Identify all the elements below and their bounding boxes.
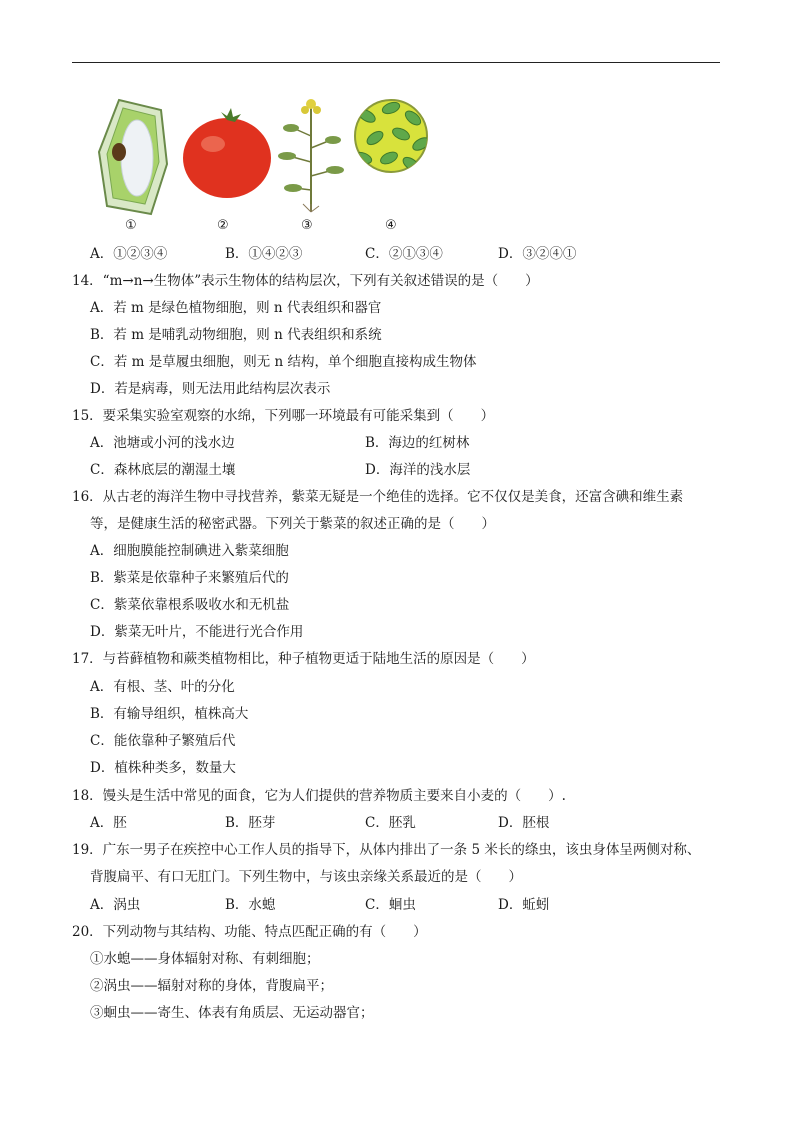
q18-option-a[interactable]: A．胚	[90, 815, 127, 831]
q19-option-d[interactable]: D．蚯蚓	[498, 897, 550, 913]
q17-option-b[interactable]: B．有输导组织，植株高大	[90, 706, 249, 722]
plant-icon	[275, 96, 347, 214]
q20-item-2: ②涡虫——辐射对称的身体，背腹扁平；	[90, 978, 333, 994]
q14-option-b[interactable]: B．若 m 是哺乳动物细胞，则 n 代表组织和系统	[90, 327, 382, 343]
q18-option-b[interactable]: B．胚芽	[225, 815, 276, 831]
figure-label-4: ④	[385, 218, 397, 233]
q15-option-a[interactable]: A．池塘或小河的浅水边	[90, 435, 235, 451]
figure-label-2: ②	[217, 218, 229, 233]
q16-option-c[interactable]: C．紫菜依靠根系吸收水和无机盐	[90, 597, 290, 613]
q14-option-c[interactable]: C．若 m 是草履虫细胞，则无 n 结构，单个细胞直接构成生物体	[90, 354, 477, 370]
q16-option-a[interactable]: A．细胞膜能控制碘进入紫菜细胞	[90, 543, 289, 559]
figure-label-1: ①	[125, 218, 137, 233]
q15-option-c[interactable]: C．森林底层的潮湿土壤	[90, 462, 236, 478]
q20-stem: 20．下列动物与其结构、功能、特点匹配正确的有（ ）	[72, 924, 427, 940]
q19-stem-line1: 19．广东一男子在疾控中心工作人员的指导下，从体内排出了一条 5 米长的绦虫，该虫身体呈两侧对称、	[72, 842, 701, 858]
q14-option-a[interactable]: A．若 m 是绿色植物细胞，则 n 代表组织和器官	[90, 300, 382, 316]
q13-option-a[interactable]: A．①②③④	[90, 246, 168, 262]
q19-option-a[interactable]: A．涡虫	[90, 897, 141, 913]
q16-option-b[interactable]: B．紫菜是依靠种子来繁殖后代的	[90, 570, 289, 586]
q20-item-1: ①水螅——身体辐射对称、有刺细胞；	[90, 951, 320, 967]
q19-option-c[interactable]: C．蛔虫	[365, 897, 416, 913]
plant-cell-icon	[95, 96, 173, 218]
q15-option-b[interactable]: B．海边的红树林	[365, 435, 470, 451]
tomato-icon	[181, 96, 273, 200]
q16-stem-line2: 等，是健康生活的秘密武器。下列关于紫菜的叙述正确的是（ ）	[90, 516, 495, 532]
q18-stem: 18．馒头是生活中常见的面食，它为人们提供的营养物质主要来自小麦的（ ）.	[72, 788, 566, 804]
q18-option-d[interactable]: D．胚根	[498, 815, 550, 831]
q17-option-c[interactable]: C．能依靠种子繁殖后代	[90, 733, 236, 749]
header-rule	[72, 62, 720, 63]
q13-option-c[interactable]: C．②①③④	[365, 246, 443, 262]
q14-option-d[interactable]: D．若是病毒，则无法用此结构层次表示	[90, 381, 331, 397]
q13-option-d[interactable]: D．③②④①	[498, 246, 577, 262]
q17-option-d[interactable]: D．植株种类多，数量大	[90, 760, 236, 776]
q16-option-d[interactable]: D．紫菜无叶片，不能进行光合作用	[90, 624, 304, 640]
q15-option-d[interactable]: D．海洋的浅水层	[365, 462, 471, 478]
q20-item-3: ③蛔虫——寄生、体表有角质层、无运动器官；	[90, 1005, 374, 1021]
figure-label-3: ③	[301, 218, 313, 233]
figure-row	[95, 96, 435, 236]
q19-stem-line2: 背腹扁平、有口无肛门。下列生物中，与该虫亲缘关系最近的是（ ）	[90, 869, 522, 885]
q14-stem: 14．“m→n→生物体”表示生物体的结构层次，下列有关叙述错误的是（ ）	[72, 273, 539, 289]
q19-option-b[interactable]: B．水螅	[225, 897, 276, 913]
q17-stem: 17．与苔藓植物和蕨类植物相比，种子植物更适于陆地生活的原因是（ ）	[72, 651, 535, 667]
q13-option-b[interactable]: B．①④②③	[225, 246, 303, 262]
q15-stem: 15．要采集实验室观察的水绵，下列哪一环境最有可能采集到（ ）	[72, 408, 495, 424]
q16-stem-line1: 16．从古老的海洋生物中寻找营养，紫菜无疑是一个绝佳的选择。它不仅仅是美食，还富含碘和维生素	[72, 489, 684, 505]
leaf-tissue-icon	[351, 96, 431, 176]
q18-option-c[interactable]: C．胚乳	[365, 815, 416, 831]
q17-option-a[interactable]: A．有根、茎、叶的分化	[90, 679, 235, 695]
